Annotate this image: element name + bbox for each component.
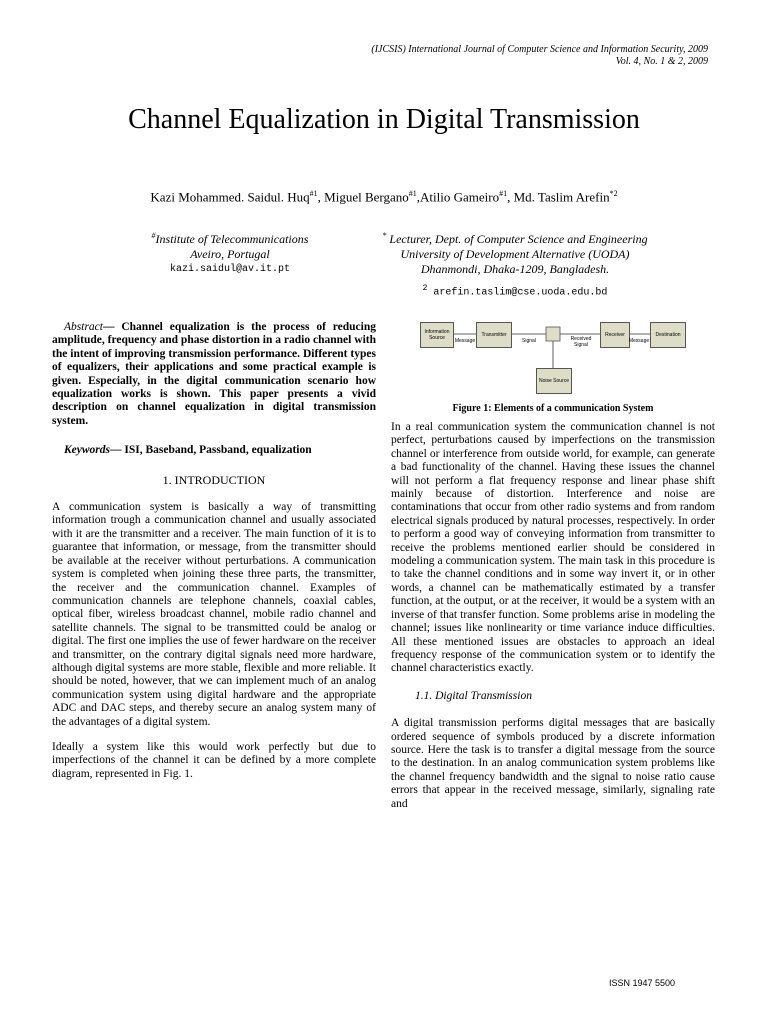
abstract-text: — Channel equalization is the process of reducing amplitude, frequency and phase distortion in a radio channel with the intent of improving transmission performance. Different types of equalizers, their applications and some practical example is given. Especially, in the digital communication scenario how equalization works is shown. This paper presents a vivid description on channel equalization in digital transmission system. (52, 321, 376, 427)
keywords-text: — ISI, Baseband, Passband, equalization (110, 444, 312, 457)
label-message: Message (628, 338, 650, 344)
info-source-block: Information Source (420, 322, 454, 348)
right-column (391, 421, 715, 811)
email-link[interactable] (350, 281, 680, 300)
affiliation-mark: * (382, 231, 387, 240)
author-list (0, 186, 768, 205)
email-link[interactable]: kazi.saidul@av.it.pt (169, 264, 291, 275)
affiliation-line: Lecturer, Dept. of Computer Science and Engineering (386, 232, 648, 246)
journal-line-2: Vol. 4, No. 1 & 2, 2009 (615, 56, 708, 67)
author-name: , Miguel Bergano (317, 189, 409, 205)
author-mark: #1 (309, 189, 318, 198)
destination-block: Destination (650, 322, 686, 348)
keywords (52, 444, 376, 457)
affiliation-line: Institute of Telecommunications (155, 232, 309, 246)
paper-title: Channel Equalization in Digital Transmission (128, 104, 640, 135)
left-column (52, 321, 376, 781)
channel-block (546, 327, 560, 341)
label-received-signal: Received Signal (570, 336, 592, 348)
affiliation-line: University of Development Alternative (UODA) (400, 247, 630, 261)
body-paragraph: Ideally a system like this would work perfectly but due to imperfections of the channel it can be defined by a more complete diagram, represented in Fig. 1. (52, 740, 376, 780)
affiliation-right (350, 228, 680, 300)
transmitter-block: Transmitter (476, 322, 512, 348)
body-paragraph: In a real communication system the communication channel is not perfect, perturbations caused by imperfections on the transmission channel or interference from outside world, for example, can generate a bad functionality of the channel. Having these issues the channel will not perform a flat frequency response and linear phase shift mainly because of distortion. Interference and noise are contaminations that occur from other radio systems and from random electrical signals produced by natural processes, respectively. In order to perform a good way of conveying information from transmitter to receive the problems mentioned earlier should be considered in modeling a communication system. The main task in this procedure is to take the channel conditions and in some way invert it, or in other words, a channel can be mathematically estimated by a transfer function, at the output, or at the receiver, it would be a system with an inverse of that transfer function. Some problems arise in modeling the channel; issues like nonlinearity or time variance induce difficulties. All these mentioned issues are obstacles to approach an ideal frequency response of the communication system or to identify the channel characteristics exactly. (391, 421, 715, 675)
affiliation-mark: # (151, 231, 156, 240)
noise-source-block: Noise Source (536, 368, 572, 394)
body-paragraph: A digital transmission performs digital messages that are basically ordered sequence of symbols produced by a discrete information source. Here the task is to transfer a digital message from the source to the destination. In an analog communication system problems like the channel frequency bandwidth and the signal to noise ratio cause errors that appear in the received message, similarly, signaling rate and (391, 717, 715, 810)
journal-line-1: (IJCSIS) International Journal of Computer Science and Information Security, 2009 (371, 44, 708, 55)
email-mark: 2 (422, 284, 428, 293)
receiver-block: Receiver (600, 322, 630, 348)
abstract-lead: Abstract (64, 321, 103, 333)
body-paragraph: A communication system is basically a way of transmitting information trough a communication channel and usually associated with it are the transmitter and a receiver. The main function of it is to guarantee that information, or message, from the transmitter should be available at the receiver without perturbations. A communication system is completed when joining these three parts, the transmitter, the receiver and the communication channel. Examples of communication channels are telephone channels, coaxial cables, optical fiber, wireless broadcast channel, mobile radio channel and satellite channels. The signal to be transmitted could be analog or digital. The first one implies the use of fewer hardware on the receiver and transmitter, on the contrary digital signals need more hardware, although digital systems are more stable, flexible and more reliable. It should be noted, however, that we can implement much of an analog communication system using digital hardware and the appropriate ADC and DAC steps, and thereby secure an analog system many of the advantages of a digital system. (52, 501, 376, 728)
journal-header (248, 44, 708, 68)
section-heading: 1. INTRODUCTION (162, 472, 266, 487)
keywords-lead: Keywords (64, 444, 110, 457)
author-mark: #1 (408, 189, 417, 198)
affiliation-left (130, 228, 330, 277)
abstract (52, 321, 376, 428)
affiliation-line: Aveiro, Portugal (190, 247, 270, 261)
author-name: ,Atilio Gameiro (416, 189, 500, 205)
issn-footer: ISSN 1947 5500 (608, 978, 675, 988)
figure-diagram (418, 312, 694, 396)
label-signal: Signal (522, 338, 536, 344)
figure-caption: Figure 1: Elements of a communication System (452, 403, 654, 414)
author-name: Kazi Mohammed. Saidul. Huq (150, 189, 310, 205)
email-text: arefin.taslim@cse.uoda.edu.bd (427, 287, 608, 299)
label-message: Message (454, 338, 476, 344)
author-name: , Md. Taslim Arefin (507, 189, 610, 205)
subsection-heading: 1.1. Digital Transmission (415, 689, 532, 702)
author-mark: #1 (499, 189, 508, 198)
author-mark: *2 (609, 189, 618, 198)
affiliation-line: Dhanmondi, Dhaka-1209, Bangladesh. (420, 262, 610, 276)
